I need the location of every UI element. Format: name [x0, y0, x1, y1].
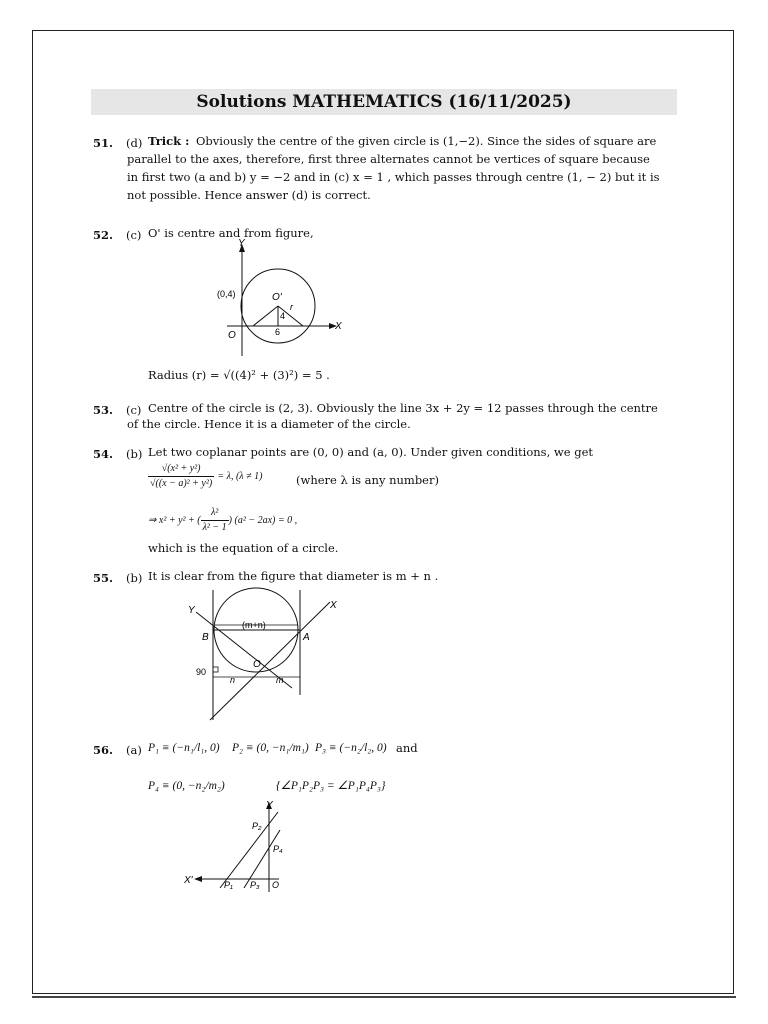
q51-line-4: not possible. Hence answer (d) is correct.: [127, 188, 371, 202]
x-label: X': [184, 875, 193, 886]
radius-label: r: [290, 302, 293, 312]
q55-text: It is clear from the figure that diameter is m + n .: [148, 569, 439, 583]
trick-label: Trick :: [148, 134, 190, 148]
q51-line-3: in first two (a and b) y = −2 and in (c) x = 1 , which passes through centre (1, − 2) but it is: [127, 170, 660, 184]
q56-figure: [180, 800, 300, 895]
y-label: Y: [266, 800, 273, 811]
p2-label: P₂: [252, 821, 262, 831]
q52-radius: Radius (r) = √((4)² + (3)²) = 5 .: [148, 368, 330, 382]
angle-condition: {∠P₁P₂P₃ = ∠P₁P₄P₃}: [276, 780, 386, 792]
question-number: 53.: [93, 403, 114, 417]
y-label: Y: [188, 605, 195, 616]
eq1-numerator: √(x² + y²): [148, 462, 214, 477]
p1-definition: P₁ ≡ (−n₁/l₁, 0): [148, 742, 220, 754]
q55-figure: [180, 585, 355, 725]
point-label: (0,4): [217, 289, 236, 299]
eq1-denominator: √((x − a)² + y²): [150, 478, 213, 489]
answer-option: (d): [126, 136, 143, 150]
x-label: X: [335, 321, 342, 332]
o-label: O: [253, 659, 261, 670]
p3-label: P₃: [250, 880, 260, 890]
a-label: A: [303, 632, 310, 643]
centre-label: O': [272, 292, 282, 303]
ninety-label: 90: [196, 667, 207, 677]
question-number: 52.: [93, 228, 114, 242]
eq2-right: ) (a² − 2ax) = 0 ,: [228, 515, 298, 526]
radius-left: [253, 306, 278, 326]
question-number: 55.: [93, 571, 114, 585]
page-title: Solutions MATHEMATICS (16/11/2025): [196, 92, 572, 112]
p4-definition: P₄ ≡ (0, −n₂/m₂): [148, 780, 225, 792]
q52-text: O' is centre and from figure,: [148, 226, 314, 240]
p1-label: P₁: [224, 880, 233, 890]
eq2-left: ⇒ x² + y² + (: [148, 515, 201, 526]
y-label: Y: [238, 238, 245, 249]
question-number: 54.: [93, 447, 114, 461]
eq2-fraction-num: λ²: [201, 506, 229, 521]
answer-option: (c): [126, 403, 142, 417]
q53-line-2: of the circle. Hence it is a diameter of the circle.: [127, 417, 411, 431]
q53-line-1: Centre of the circle is (2, 3). Obviously the line 3x + 2y = 12 passes through the centre: [148, 401, 658, 415]
o-label: O: [272, 880, 280, 890]
q52-circle-figure: [205, 238, 365, 358]
height-label: 4: [280, 311, 286, 321]
b-label: B: [202, 632, 209, 643]
right-angle-mark: [213, 667, 218, 672]
mn-label: (m+n): [242, 620, 266, 630]
x-axis-arrow: [194, 876, 202, 882]
n-label: n: [230, 675, 236, 685]
p2-definition: P₂ ≡ (0, −n₁/m₁): [232, 742, 309, 754]
q54-equation-2: [148, 506, 297, 535]
answer-option: (c): [126, 228, 142, 242]
p3-definition: P₃ ≡ (−n₂/l₂, 0): [315, 742, 387, 754]
answer-option: (a): [126, 743, 142, 757]
eq1-rhs: = λ, (λ ≠ 1): [217, 471, 263, 482]
x-label: X: [330, 600, 337, 611]
question-number: 56.: [93, 743, 114, 757]
answer-option: (b): [126, 571, 143, 585]
base-label: 6: [275, 327, 281, 337]
p4-label: P₄: [273, 844, 283, 854]
m-label: m: [276, 675, 284, 685]
bottom-rule: [32, 996, 736, 998]
q51-line-1: Obviously the centre of the given circle is (1,−2). Since the sides of square are: [196, 134, 657, 148]
q54-line-3: which is the equation of a circle.: [148, 541, 339, 555]
and-label: and: [396, 741, 418, 755]
q54-note: (where λ is any number): [296, 473, 439, 487]
q51-line-2: parallel to the axes, therefore, first three alternates cannot be vertices of square because: [127, 152, 650, 166]
eq2-fraction-den: λ² − 1: [202, 522, 227, 533]
origin-label: O: [228, 330, 236, 341]
q54-equation-1: [148, 462, 262, 491]
answer-option: (b): [126, 447, 143, 461]
q54-line-1: Let two coplanar points are (0, 0) and (a, 0). Under given conditions, we get: [148, 445, 593, 459]
question-number: 51.: [93, 136, 114, 150]
